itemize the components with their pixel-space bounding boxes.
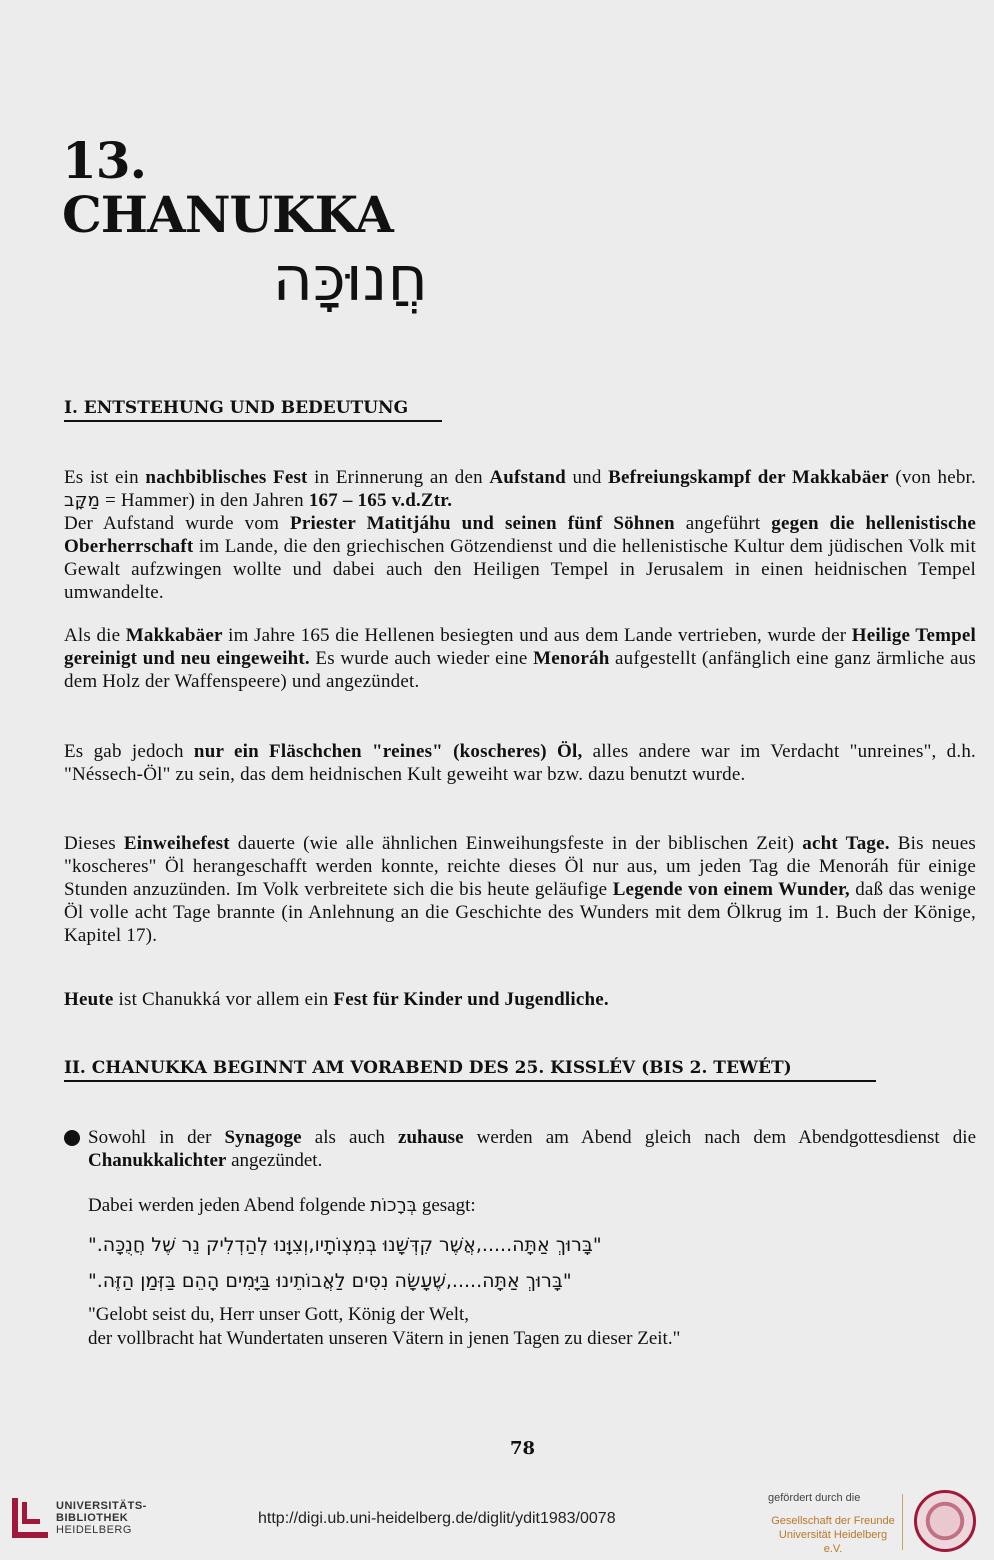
chapter-title-hebrew: חֲנוּכָּה — [272, 242, 428, 315]
sponsor-name[interactable]: Gesellschaft der Freunde Universität Heidelberg e.V. — [771, 1515, 895, 1555]
chapter-title: CHANUKKA — [62, 185, 393, 244]
blessing-hebrew-2: "בָּרוּךְ אַתָּה.....,שֶׁעָשָׂה נִסִּים לַאֲבוֹתֵינוּ בַּיָּמִים הָהֵם בַּזְּמַן הַזֶּה." — [88, 1270, 572, 1292]
library-name[interactable]: UNIVERSITÄTS- BIBLIOTHEK HEIDELBERG — [56, 1500, 147, 1536]
bullet-item-lights — [64, 1126, 976, 1172]
blessing-intro: Dabei werden jeden Abend folgende בְּרָכוֹת gesagt: — [88, 1195, 476, 1216]
sponsor-divider — [902, 1494, 903, 1550]
section-heading-origin: I. ENTSTEHUNG UND BEDEUTUNG — [64, 398, 442, 422]
chapter-number: 13. — [62, 131, 146, 190]
sponsor-label: gefördert durch die — [768, 1492, 861, 1504]
blessing-hebrew-1: "בָּרוּךְ אַתָּה.....,אֲשֶׁר קִדְּשָׁנוּ בְּמִצְוֹתָיו,וְצִוָּנוּ לְהַדְלִיק נֵר שֶׁל חֲנֻכָּה." — [88, 1234, 602, 1256]
paragraph-temple: Als die Makkabäer im Jahre 165 die Hellenen besiegten und aus dem Lande vertrieben, wurde der Heilige Tempel gereinigt und neu eingeweiht. Es wurde auch wieder eine Menoráh aufgestellt (anfänglich eine ganz ärmliche aus dem Holz der Waffenspeere) und angezündet. — [64, 625, 976, 692]
hebrew-word-brachot: בְּרָכוֹת — [370, 1195, 418, 1216]
bullet-icon — [64, 1130, 80, 1146]
bullet-text: Sowohl in der Synagoge als auch zuhause werden am Abend gleich nach dem Abendgottesdienst die Chanukkalichter angezündet. — [88, 1127, 976, 1171]
section-heading-beginning: II. CHANUKKA BEGINNT AM VORABEND DES 25. KISSLÉV (BIS 2. TEWÉT) — [64, 1058, 876, 1082]
blessing-translation-line-2: der vollbracht hat Wundertaten unseren Vätern in jenen Tagen zu dieser Zeit." — [88, 1328, 681, 1349]
page-number: 78 — [510, 1438, 536, 1459]
hebrew-word-hammer: מַקָּב — [64, 490, 101, 511]
paragraph-miracle: Dieses Einweihefest dauerte (wie alle ähnlichen Einweihungsfeste in der biblischen Zeit) acht Tage. Bis neues "koscheres" Öl herangeschafft werden konnte, reichte dieses Öl nur aus, um jeden Tag die Menoráh für einige Stunden anzuzünden. Im Volk verbreitete sich die bis heute geläufige Legende von einem Wunder, daß das wenige Öl volle acht Tage brannte (in Anlehnung an die Geschichte des Wunders mit dem Ölkrug im 1. Buch der Könige, Kapitel 17). — [64, 833, 976, 946]
digitization-footer — [0, 1480, 994, 1560]
university-seal-icon — [914, 1490, 976, 1552]
permalink-url[interactable]: http://digi.ub.uni-heidelberg.de/diglit/ydit1983/0078 — [258, 1510, 616, 1527]
library-logo-icon — [12, 1498, 48, 1538]
paragraph-oil: Es gab jedoch nur ein Fläschchen "reines" (koscheres) Öl, alles andere war im Verdacht "unreines", d.h. "Néssech-Öl" zu sein, das dem heidnischen Kult geweiht war bzw. dazu benutzt wurde. — [64, 741, 976, 785]
paragraph-today: Heute ist Chanukká vor allem ein Fest für Kinder und Jugendliche. — [64, 989, 609, 1010]
paragraph-origin: Es ist ein nachbiblisches Fest in Erinnerung an den Aufstand und Befreiungskampf der Makkabäer (von hebr. מַקָּב = Hammer) in den Jahren 167 – 165 v.d.Ztr. Der Aufstand wurde vom Priester Matitjáhu und seinen fünf Söhnen angeführt gegen die hellenistische Oberherrschaft im Lande, die den griechischen Götzendienst und die hellenistische Kultur dem jüdischen Volk mit Gewalt aufzwingen wollte und dabei auch den Heiligen Tempel in Jerusalem in einen heidnischen Tempel umwandelte. — [64, 467, 976, 603]
blessing-translation-line-1: "Gelobt seist du, Herr unser Gott, König der Welt, — [88, 1304, 470, 1325]
